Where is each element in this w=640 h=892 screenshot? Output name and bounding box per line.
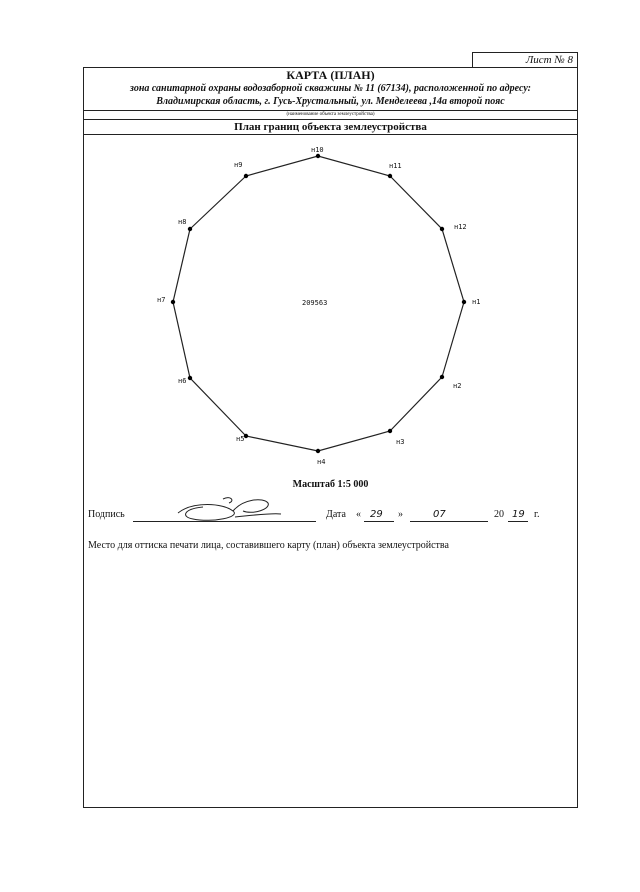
point-marker xyxy=(440,375,444,379)
date-label: Дата xyxy=(326,509,346,520)
cadastral-number: 209563 xyxy=(302,299,328,307)
object-address: Владимирская область, г. Гусь-Хрустальный, ул. Менделеева ,14а второй пояс xyxy=(156,96,505,107)
date-close-quote: » xyxy=(398,509,403,520)
point-marker xyxy=(316,449,320,453)
date-year-prefix: 20 xyxy=(494,509,504,520)
document-frame xyxy=(83,67,578,808)
point-marker xyxy=(440,227,444,231)
point-label: н4 xyxy=(317,458,326,466)
point-label: н2 xyxy=(453,382,462,390)
point-marker xyxy=(188,227,192,231)
date-open-quote: « xyxy=(356,509,361,520)
point-label: н5 xyxy=(236,435,245,443)
point-label: н1 xyxy=(472,298,481,306)
object-description: зона санитарной охраны водозаборной скважины № 11 (67134), расположенной по адресу: xyxy=(130,83,531,94)
handwritten-signature xyxy=(173,493,283,525)
point-marker xyxy=(388,429,392,433)
stamp-placeholder: Место для оттиска печати лица, составившего карту (план) объекта землеустройства xyxy=(88,540,449,551)
point-marker xyxy=(188,376,192,380)
point-label: н12 xyxy=(454,223,467,231)
point-label: н9 xyxy=(234,161,243,169)
signature-label: Подпись xyxy=(88,509,125,520)
point-marker xyxy=(171,300,175,304)
date-year: 19 xyxy=(512,509,525,520)
point-label: н7 xyxy=(157,296,166,304)
boundary-plan xyxy=(84,68,577,468)
point-label: н10 xyxy=(311,146,324,154)
plan-title: План границ объекта землеустройства xyxy=(234,121,427,133)
point-marker xyxy=(462,300,466,304)
scale-label: Масштаб 1:5 000 xyxy=(292,479,369,490)
point-label: н3 xyxy=(396,438,405,446)
point-label: н6 xyxy=(178,377,187,385)
object-caption: (наименование объекта землеустройства) xyxy=(286,112,375,117)
year-unit: г. xyxy=(534,509,540,520)
point-marker xyxy=(244,174,248,178)
date-month: 07 xyxy=(433,509,446,520)
point-marker xyxy=(244,434,248,438)
document-title: КАРТА (ПЛАН) xyxy=(286,68,375,82)
point-label: н8 xyxy=(178,218,187,226)
point-marker xyxy=(388,174,392,178)
sheet-number: Лист № 8 xyxy=(472,52,578,67)
date-day: 29 xyxy=(370,509,383,520)
point-label: н11 xyxy=(389,162,402,170)
point-marker xyxy=(316,154,320,158)
month-line xyxy=(410,509,488,522)
signature-row xyxy=(88,509,568,523)
